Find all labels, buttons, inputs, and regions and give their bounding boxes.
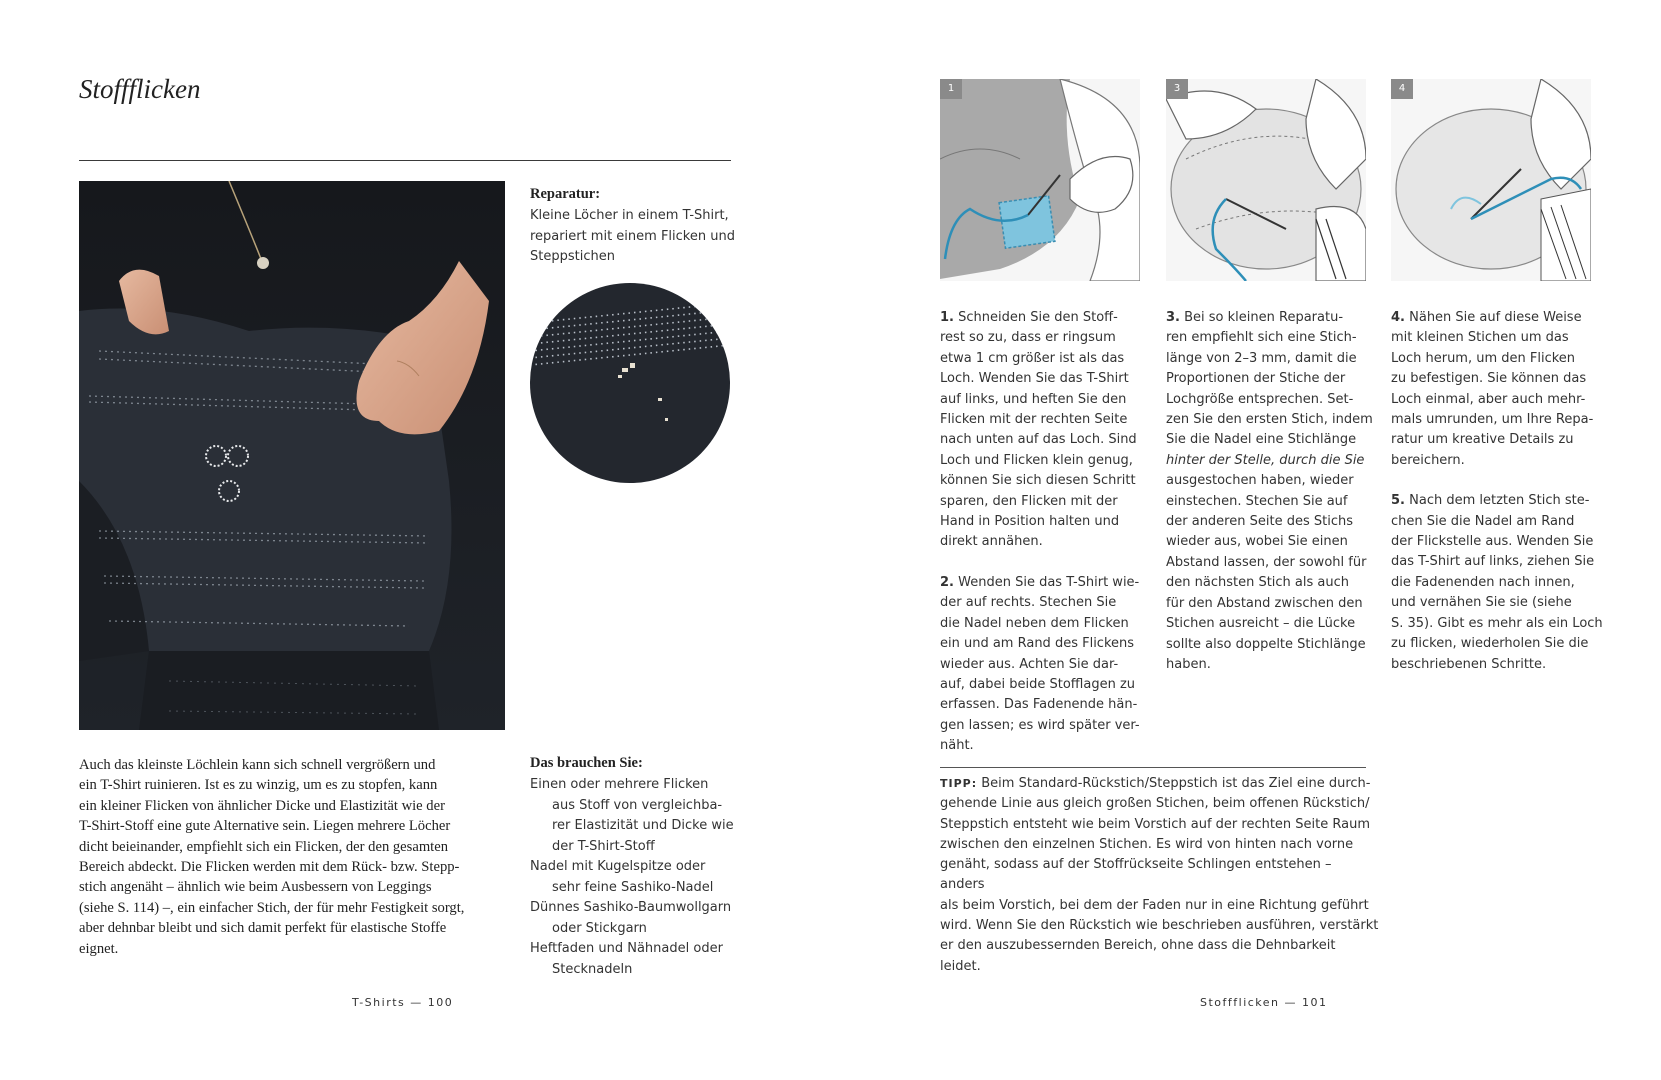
intro-line: Auch das kleinste Löchlein kann sich schnell vergrößern und	[79, 757, 436, 773]
step-number-badge: 3	[1166, 79, 1188, 99]
repair-heading: Reparatur:	[530, 186, 601, 202]
tip-label: TIPP:	[940, 777, 978, 790]
intro-line: dicht beieinander, empfiehlt sich ein Flicken, der den gesamten	[79, 838, 448, 855]
illustration-step-1	[940, 79, 1140, 281]
tshirt-photo	[79, 181, 505, 730]
list-item: Nadel mit Kugelspitze oder sehr feine Sashiko-Nadel	[530, 859, 714, 895]
tip-rule	[940, 767, 1366, 768]
step-3: 3. Bei so kleinen Reparatu- ren empfiehlt sich eine Stich- länge von 2–3 mm, damit die Proportionen der Stiche der Lochgröße entsprechen. Set- zen Sie den ersten Stich, indem Sie die Nadel eine Stichlänge hinter der Stelle, durch die Sie ausgestochen haben, wieder einstechen. Stechen Sie auf der anderen Seite des Stichs wieder aus, wobei Sie einen Abstand lassen, der sowohl für den nächsten Stich als auch für den Abstand zwischen den Stichen ausreicht – die Lücke sollte also doppelte Stichlänge haben.	[1166, 310, 1373, 672]
intro-line: ein T-Shirt ruinieren. Ist es zu winzig, um es zu stopfen, kann	[79, 777, 438, 794]
step-number: 4.	[1391, 310, 1405, 325]
step-number: 1.	[940, 310, 954, 325]
step-column-1	[940, 308, 1145, 757]
folio-right: Stoffflicken — 101	[1200, 996, 1328, 1009]
list-item: Einen oder mehrere Flicken aus Stoff von vergleichba- rer Elastizität und Dicke wie der T-Shirt-Stoff	[530, 777, 734, 854]
illustration-step-4-graphic	[1391, 79, 1591, 281]
tshirt-photo-graphic	[79, 181, 505, 730]
step-2: 2. Wenden Sie das T-Shirt wie- der auf rechts. Stechen Sie die Nadel neben dem Flicken ein und am Rand des Flickens wieder aus. Achten Sie dar- auf, dabei beide Stofflagen zu erfassen. Das Fadenende hän- gen lassen; es wird später ver- näht.	[940, 574, 1140, 754]
intro-line: aber dehnbar bleibt und sich damit perfekt für elastische Stoffe	[79, 920, 447, 937]
step-number: 3.	[1166, 310, 1180, 325]
title-rule	[79, 160, 731, 161]
step-number: 5.	[1391, 493, 1405, 509]
intro-line: stich angenäht – ähnlich wie beim Ausbessern von Leggings	[79, 879, 432, 896]
step-column-2	[1166, 308, 1376, 675]
tip-box: TIPP: Beim Standard-Rückstich/Steppstich ist das Ziel eine durch- gehende Linie aus gleich großen Stichen, beim offenen Rückstich/ Steppstich entsteht wie beim Vorstich auf der rechten Seite Raum zwischen den einzelnen Stichen. Es wird von hinten nach vorne genäht, sodass auf der Stoffrückseite Schlingen entstehen – anders als beim Vorstich, bei dem der Faden nur in eine Richtung geführt wird. Wenn Sie den Rückstich wie beschrieben ausführen, verstärkt er den auszubessernden Bereich, ohne dass die Dehnbarkeit leidet.	[940, 776, 1379, 974]
intro-line: eignet.	[79, 940, 119, 957]
detail-circle-graphic	[530, 283, 730, 483]
repair-caption: Kleine Löcher in einem T-Shirt, repariert mit einem Flicken und Steppstichen	[530, 208, 735, 264]
detail-circle-photo	[530, 283, 730, 483]
page-title: Stoffflicken	[79, 74, 201, 104]
intro-line: Bereich abdeckt. Die Flicken werden mit dem Rück- bzw. Stepp-	[79, 859, 460, 876]
illustration-step-1-graphic	[940, 79, 1140, 281]
list-item: Heftfaden und Nähnadel oder Stecknadeln	[530, 941, 723, 977]
step-number: 2.	[940, 574, 954, 590]
illustration-step-3	[1166, 79, 1366, 281]
step-column-3	[1391, 308, 1606, 675]
list-item: Dünnes Sashiko-Baumwollgarn oder Stickgarn	[530, 900, 732, 936]
intro-line: (siehe S. 114) –, ein einfacher Stich, der für mehr Festigkeit sorgt,	[79, 899, 465, 916]
intro-line: T-Shirt-Stoff eine gute Alternative sein. Liegen mehrere Löcher	[79, 818, 451, 835]
intro-line: ein kleiner Flicken von ähnlicher Dicke und Elastizität wie der	[79, 797, 445, 814]
illustration-step-4	[1391, 79, 1591, 281]
illustration-step-3-graphic	[1166, 79, 1366, 281]
needs-list	[530, 775, 745, 980]
step-1: 1. Schneiden Sie den Stoff- rest so zu, dass er ringsum etwa 1 cm größer ist als das Loch. Wenden Sie das T-Shirt auf links, und heften Sie den Flicken mit der rechten Seite nach unten auf das Loch. Sind Loch und Flicken klein genug, können Sie sich diesen Schritt sparen, den Flicken mit der Hand in Position halten und direkt annähen.	[940, 310, 1137, 550]
needs-heading: Das brauchen Sie:	[530, 755, 643, 771]
step-number-badge: 4	[1391, 79, 1413, 99]
folio-left: T-Shirts — 100	[352, 996, 454, 1009]
step-number-badge: 1	[940, 79, 962, 99]
step-5: 5. Nach dem letzten Stich ste- chen Sie die Nadel am Rand der Flickstelle aus. Wenden Sie das T-Shirt auf links, ziehen Sie die Fadenenden nach innen, und vernähen Sie sie (siehe S. 35). Gibt es mehr als ein Loch zu flicken, wiederholen Sie die beschriebenen Schritte.	[1391, 493, 1603, 672]
intro-text	[79, 755, 519, 959]
step-4: 4. Nähen Sie auf diese Weise mit kleinen Stichen um das Loch herum, um den Flicken zu befestigen. Sie können das Loch einmal, aber auch mehr- mals umrunden, um Ihre Repa- ratur um kreative Details zu bereichern.	[1391, 310, 1594, 468]
